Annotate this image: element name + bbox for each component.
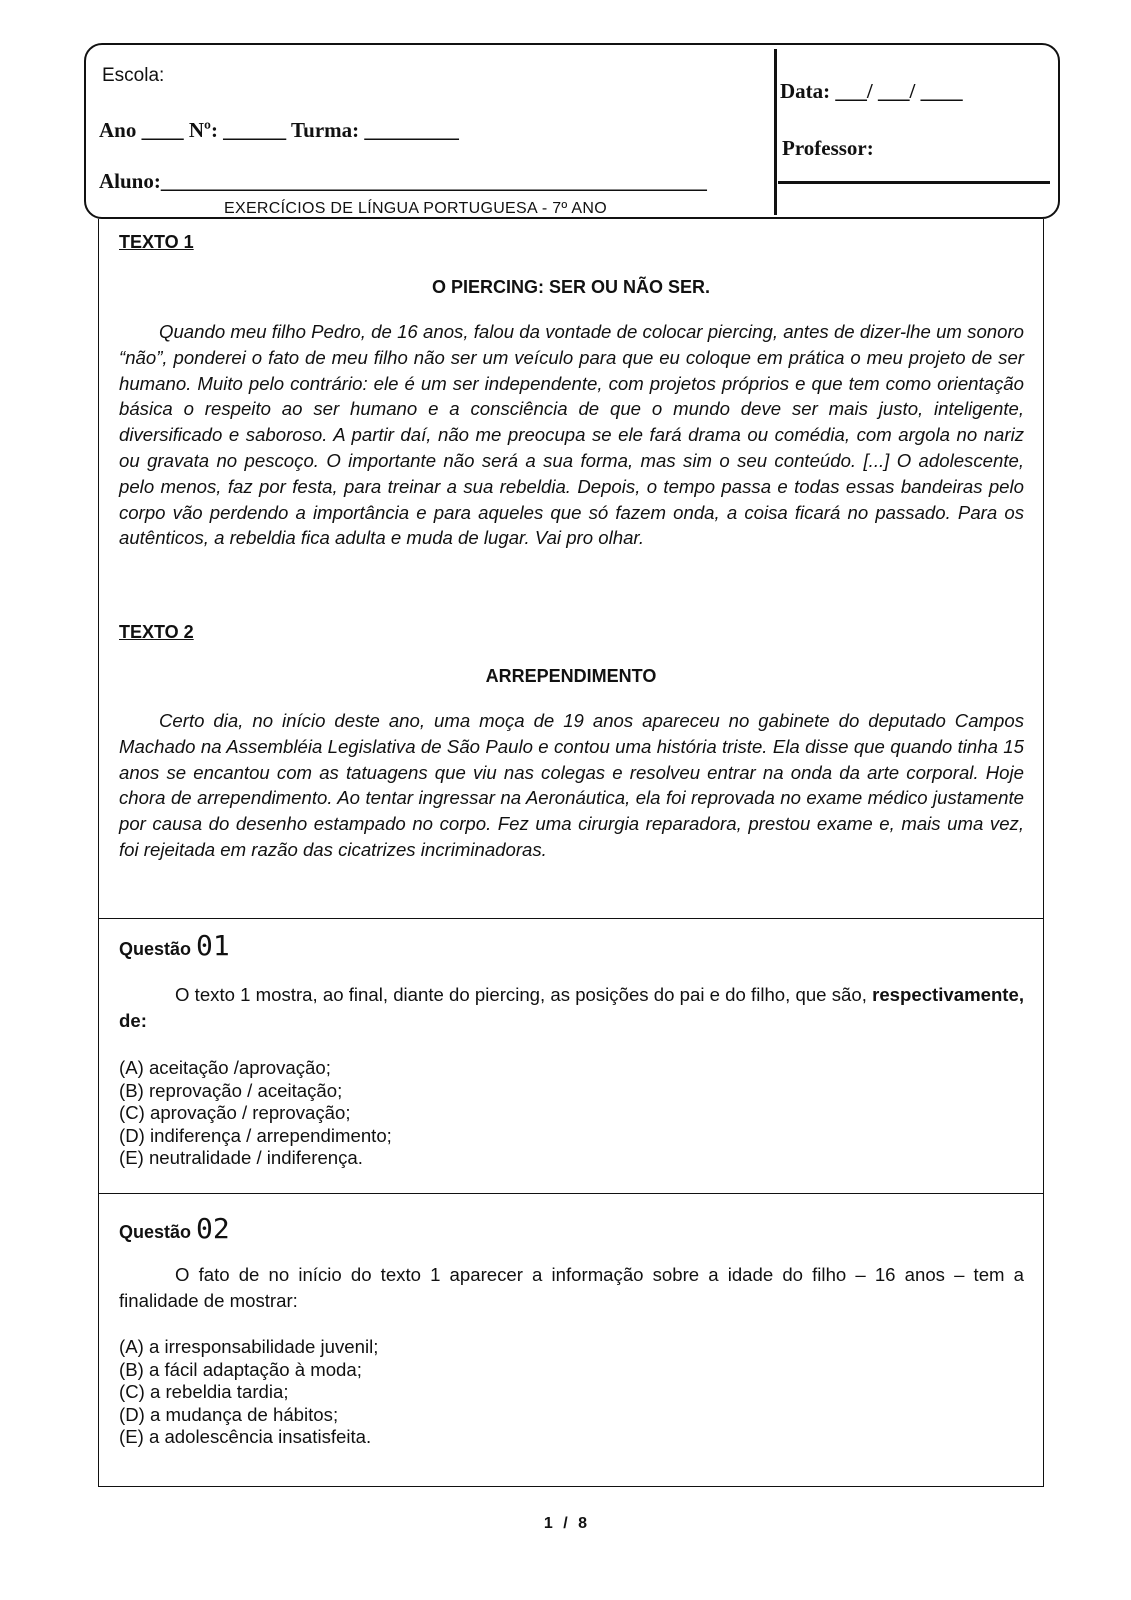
texto2-title: ARREPENDIMENTO	[485, 666, 657, 686]
option-a: (A) a irresponsabilidade juvenil;	[119, 1336, 379, 1357]
texto1-label: TEXTO 1	[119, 232, 194, 252]
question-02-stem	[119, 1262, 1024, 1314]
option-c: (C) aprovação / reprovação;	[119, 1102, 351, 1124]
question-01-stem	[119, 982, 1024, 1034]
option-d: (D) indiferença / arrependimento;	[119, 1124, 392, 1146]
texto1-title: O PIERCING: SER OU NÃO SER.	[431, 277, 711, 297]
question-02-heading	[119, 1212, 230, 1245]
professor-label: Professor:	[782, 136, 874, 160]
question-number: 02	[196, 1212, 230, 1245]
question-01-heading	[119, 929, 230, 962]
page-number: 1 / 8	[543, 1515, 588, 1532]
data-line: Data: ___/ ___/ ____	[780, 79, 963, 103]
question-02-stem-text: O fato de no início do texto 1 aparecer a informação sobre a idade do filho – 16 anos – tem a finalidade de mostrar:	[119, 1264, 1024, 1311]
header-box	[84, 43, 1060, 219]
question-02-options	[119, 1336, 378, 1449]
question-label: Questão	[119, 1222, 192, 1242]
question-01-stem-bold: respectivamente, de:	[119, 984, 1025, 1031]
content-box	[98, 219, 1044, 1487]
option-a: (A) aceitação /aprovação;	[119, 1057, 331, 1078]
option-e: (E) a adolescência insatisfeita.	[119, 1426, 372, 1448]
question-number: 01	[196, 929, 230, 962]
section-divider	[99, 918, 1043, 919]
question-01-stem-text: O texto 1 mostra, ao final, diante do piercing, as posições do pai e do filho, que são,	[175, 984, 867, 1005]
texto1-body: Quando meu filho Pedro, de 16 anos, falou da vontade de colocar piercing, antes de dizer-lhe um sonoro “não”, ponderei o fato de meu filho não ser um veículo para que eu coloque em prática o meu projeto de ser humano. Muito pelo contrário: ele é um ser independente, com projetos próprios e que tem como orientação básica o respeito ao ser humano e a consciência de que o mundo deve ser mais justo, inteligente, diversificado e saboroso. A partir daí, não me preocupa se ele fará drama ou comédia, com argola no nariz ou gravata no pescoço. O importante não será a sua forma, mas sim o seu conteúdo. [...] O adolescente, pelo menos, faz por festa, para treinar a sua rebeldia. Depois, o tempo passa e todas essas bandeiras pelo corpo vão perdendo a importância e para aqueles que só fazem onda, a coisa ficará no passado. Para os autênticos, a rebeldia fica adulta e muda de lugar. Vai pro olhar.	[119, 321, 1024, 549]
exercise-title: EXERCÍCIOS DE LÍNGUA PORTUGUESA - 7º ANO	[224, 200, 607, 217]
question-01-options	[119, 1057, 392, 1170]
aluno-line: Aluno:____________________________________________________	[99, 169, 707, 193]
professor-rule	[778, 181, 1050, 184]
option-b: (B) reprovação / aceitação;	[119, 1079, 343, 1101]
option-b: (B) a fácil adaptação à moda;	[119, 1358, 362, 1380]
texto2-label: TEXTO 2	[119, 622, 194, 642]
section-divider	[99, 1193, 1043, 1194]
option-d: (D) a mudança de hábitos;	[119, 1403, 339, 1425]
option-c: (C) a rebeldia tardia;	[119, 1381, 289, 1403]
ano-numero-turma-line: Ano ____ Nº: ______ Turma: _________	[99, 118, 459, 142]
escola-label: Escola:	[102, 65, 165, 86]
question-label: Questão	[119, 939, 192, 959]
texto2-body: Certo dia, no início deste ano, uma moça de 19 anos apareceu no gabinete do deputado Campos Machado na Assembléia Legislativa de São Paulo e contou uma história triste. Ela disse que quando tinha 15 anos se encantou com as tatuagens que viu nas colegas e resolveu entrar na onda da arte corporal. Hoje chora de arrependimento. Ao tentar ingressar na Aeronáutica, ela foi reprovada no exame médico justamente por causa do desenho estampado no corpo. Fez uma cirurgia reparadora, prestou exame e, mais uma vez, foi rejeitada em razão das cicatrizes incriminadoras.	[119, 710, 1024, 860]
header-divider	[774, 49, 777, 215]
option-e: (E) neutralidade / indiferença.	[119, 1147, 363, 1169]
